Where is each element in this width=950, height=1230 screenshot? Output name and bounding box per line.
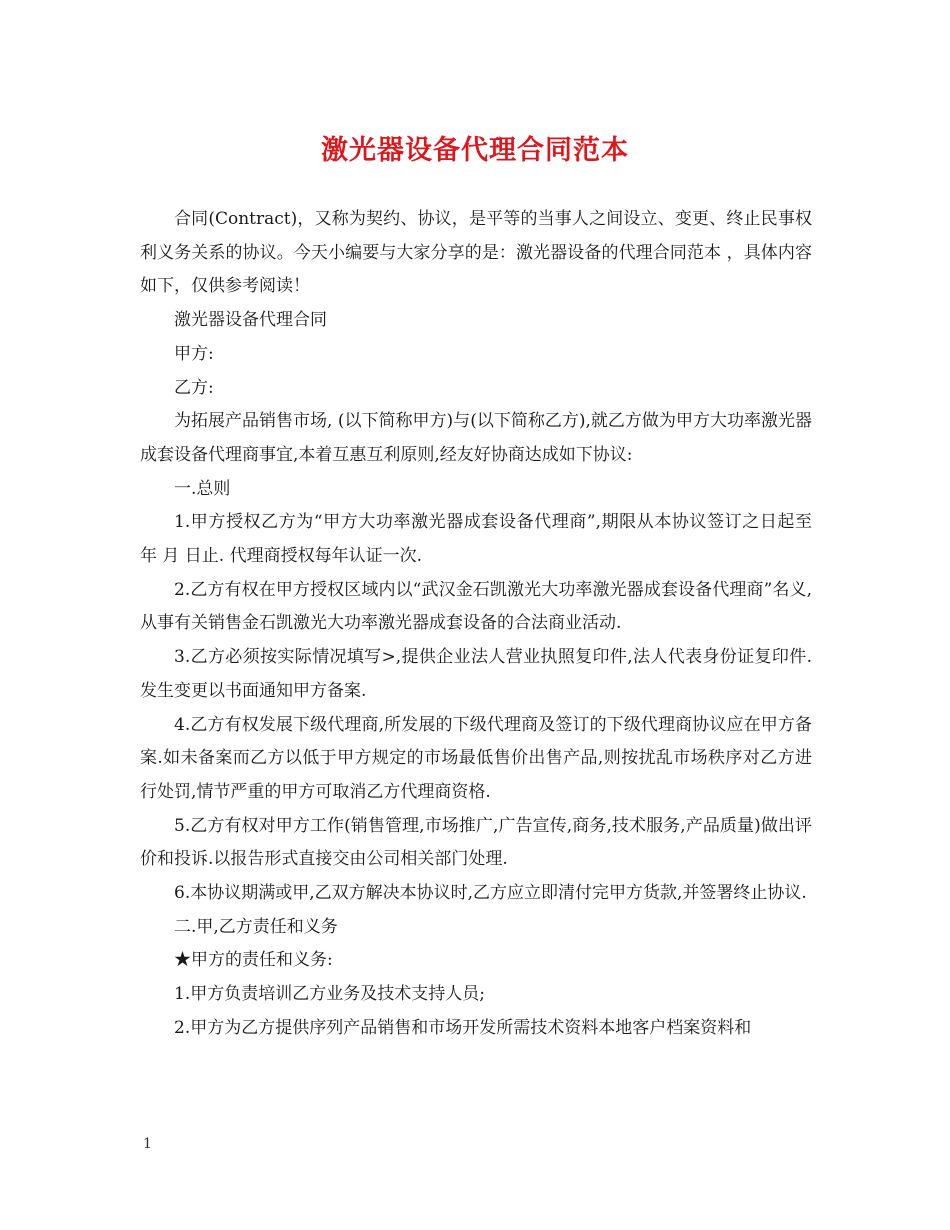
paragraph-party-b: 乙方: xyxy=(174,377,214,398)
document-title: 激光器设备代理合同范本 xyxy=(321,135,629,166)
clause-5: 5.乙方有权对甲方工作(销售管理,市场推广,广告宣传,商务,技术服务,产品质量)做出评价和投诉.以报告形式直接交由公司相关部门处理. xyxy=(140,815,812,870)
subsection-heading-party-a: ★甲方的责任和义务: xyxy=(174,950,333,971)
party-a-duty-2: 2.甲方为乙方提供序列产品销售和市场开发所需技术资料本地客户档案资料和 xyxy=(174,1017,752,1038)
document-body xyxy=(140,203,812,1046)
section-heading-responsibilities: 二.甲,乙方责任和义务 xyxy=(174,916,338,937)
clause-1: 1.甲方授权乙方为“甲方大功率激光器成套设备代理商”,期限从本协议签订之日起至 年 月 日止. 代理商授权每年认证一次. xyxy=(140,512,812,567)
paragraph-intro: 合同(Contract)，又称为契约、协议，是平等的当事人之间设立、变更、终止民事权利义务关系的协议。今天小编要与大家分享的是：激光器设备的代理合同范本 ，具体内容如下，仅供参考阅读！ xyxy=(140,209,812,297)
clause-4: 4.乙方有权发展下级代理商,所发展的下级代理商及签订的下级代理商协议应在甲方备案.如未备案而乙方以低于甲方规定的市场最低售价出售产品,则按扰乱市场秩序对乙方进行处罚,情节严重的甲方可取消乙方代理商资格. xyxy=(140,714,812,802)
paragraph-party-a: 甲方: xyxy=(174,343,214,364)
clause-3: 3.乙方必须按实际情况填写>,提供企业法人营业执照复印件,法人代表身份证复印件.发生变更以书面通知甲方备案. xyxy=(140,647,812,701)
clause-6: 6.本协议期满或甲,乙双方解决本协议时,乙方应立即清付完甲方货款,并签署终止协议. xyxy=(174,883,807,904)
section-heading-general: 一.总则 xyxy=(174,478,231,499)
page-number: 1 xyxy=(143,1136,152,1152)
party-a-duty-1: 1.甲方负责培训乙方业务及技术支持人员; xyxy=(174,984,485,1005)
paragraph-preamble: 为拓展产品销售市场, (以下简称甲方)与(以下简称乙方),就乙方做为甲方大功率激光器成套设备代理商事宜,本着互惠互利原则,经友好协商达成如下协议: xyxy=(140,411,812,465)
paragraph-contract-heading: 激光器设备代理合同 xyxy=(174,310,327,331)
clause-2: 2.乙方有权在甲方授权区域内以“武汉金石凯激光大功率激光器成套设备代理商”名义,从事有关销售金石凯激光大功率激光器成套设备的合法商业活动. xyxy=(140,579,812,634)
